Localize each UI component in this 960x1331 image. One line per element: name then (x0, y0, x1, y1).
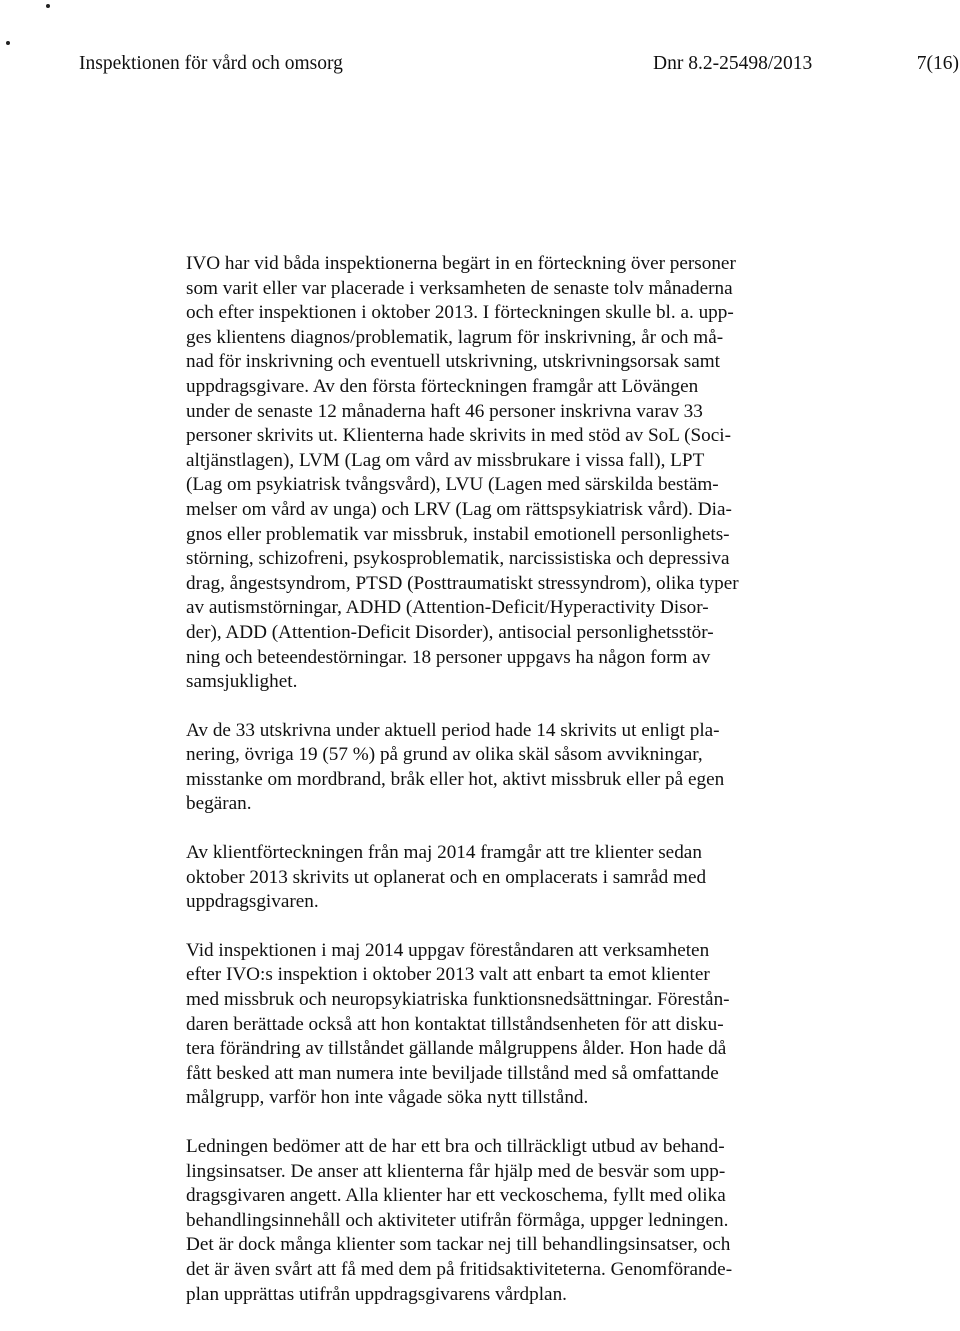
document-body (186, 252, 790, 1331)
paragraph-client-list: IVO har vid båda inspektionerna begärt in en förteckning över personer som varit eller var placerade i verksamheten de senaste tolv månaderna och efter inspektionen i oktober 2013. I förteckningen skulle bl. a. upp- ges klientens diagnos/problematik, lagrum för inskrivning, år och må- nad för inskrivning och eventuell utskrivning, utskrivningsorsak samt uppdragsgivare. Av den första förteckningen framgår att Lövängen under de senaste 12 månaderna haft 46 personer inskrivna varav 33 personer skrivits ut. Klienterna hade skrivits in med stöd av SoL (Soci- altjänstlagen), LVM (Lag om vård av missbrukare i vissa fall), LPT (Lag om psykiatrisk tvångsvård), LVU (Lagen med särskilda bestäm- melser om vård av unga) och LRV (Lag om rättspsykiatrisk vård). Dia- gnos eller problematik var missbruk, instabil emotionell personlighets- störning, schizofreni, psykosproblematik, narcissistiska och depressiva drag, ångestsyndrom, PTSD (Posttraumatiskt stressyndrom), olika typer av autismstörningar, ADHD (Attention-Deficit/Hyperactivity Disor- der), ADD (Attention-Deficit Disorder), antisocial personlighetsstör- ning och beteendestörningar. 18 personer uppgavs ha någon form av samsjuklighet. (186, 253, 739, 693)
scan-dot-left (6, 41, 10, 45)
header-organization: Inspektionen för vård och omsorg (79, 53, 343, 74)
page-header (79, 50, 959, 78)
paragraph-treatment: Ledningen bedömer att de har ett bra och tillräckligt utbud av behand- lingsinsatser. De anser att klienterna får hjälp med de besvär som upp- dragsgivaren angett. Alla klienter har ett veckoschema, fyllt med olika behandlingsinnehåll och aktiviteter utifrån förmåga, uppger ledningen. Det är dock många klienter som tackar nej till behandlingsinsatser, och det är även svårt att få med dem på fritidsaktiviteterna. Genomförande- plan upprättas utifrån uppdragsgivarens vårdplan. (186, 1136, 733, 1305)
paragraph-discharges: Av de 33 utskrivna under aktuell period hade 14 skrivits ut enligt pla- nering, övriga 19 (57 %) på grund av olika skäl såsom avvikningar, misstanke om mordbrand, bråk eller hot, aktivt missbruk eller på egen begäran. (186, 719, 725, 815)
header-page-number: 7(16) (916, 53, 959, 74)
paragraph-client-list-2014: Av klientförteckningen från maj 2014 framgår att tre klienter sedan oktober 2013 skrivits ut oplanerat och en omplacerats i samråd med uppdragsgivaren. (186, 842, 707, 913)
paragraph-target-group: Vid inspektionen i maj 2014 uppgav föreståndaren att verksamheten efter IVO:s inspektion i oktober 2013 valt att enbart ta emot klienter med missbruk och neuropsykiatriska funktionsnedsättningar. Förestån- daren berättade också att hon kontaktat tillståndsenheten för att disku- tera förändring av tillståndet gällande målgruppens ålder. Hon hade då fått besked att man numera inte beviljade tillstånd med så omfattande målgrupp, varför hon inte vågade söka nytt tillstånd. (186, 939, 730, 1109)
header-case-number: Dnr 8.2-25498/2013 (653, 53, 813, 74)
scan-dot-top (46, 4, 50, 8)
